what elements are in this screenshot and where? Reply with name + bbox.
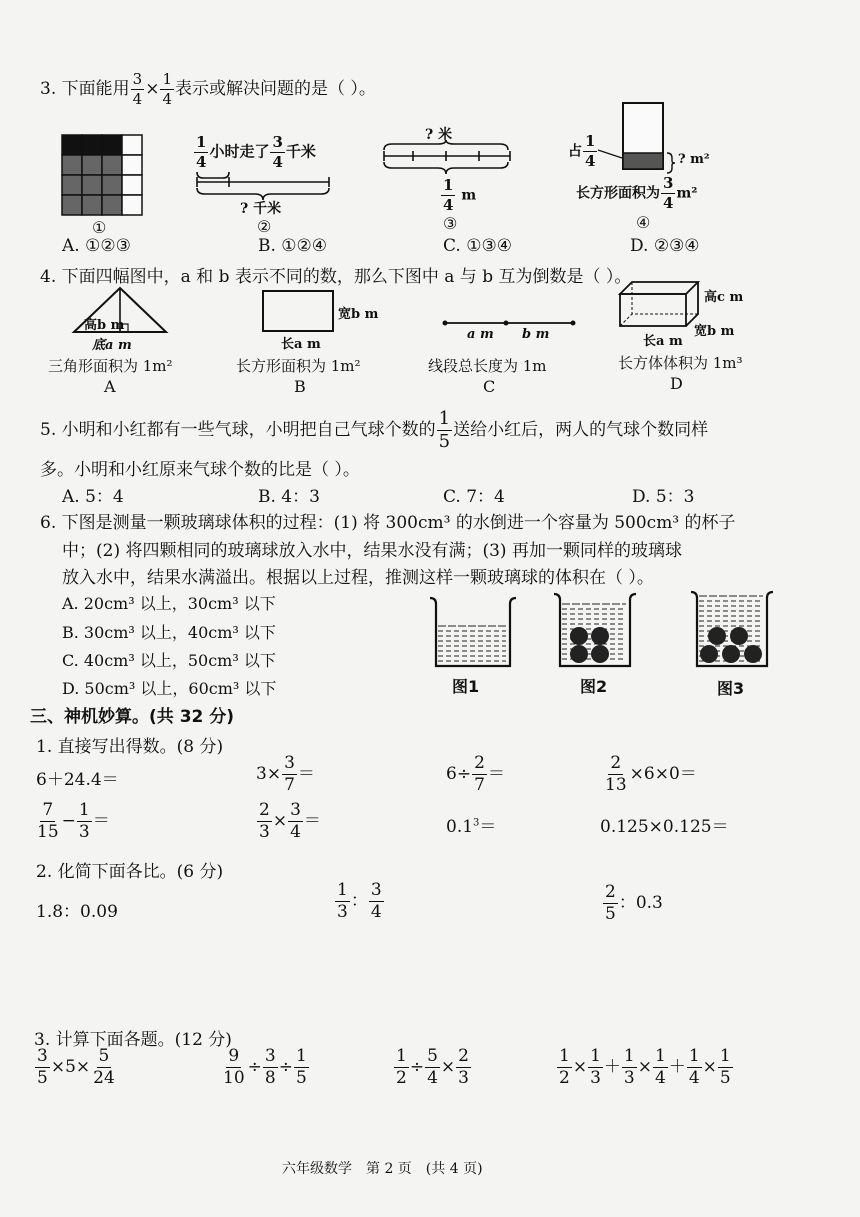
q3-option-a[interactable]: A. ①②③ [62,236,131,256]
q4-fig-d-box [616,280,702,330]
q6-beaker-2 [552,592,638,672]
q6-fig2-label: 图2 [580,677,608,696]
q6-option-b[interactable]: B. 30cm³ 以上，40cm³ 以下 [62,623,276,642]
p2-c: $\frac{2}{5}$ ：0.3 [605,882,663,924]
q3-fig3-label: ③ [443,214,458,233]
page-footer: 六年级数学 第 2 页 (共 4 页) [282,1161,483,1177]
grid-cell [62,175,82,195]
p1-r1c1: 6＋24.4＝ [36,770,119,790]
q4-fig-a-base: 底a m [92,338,132,353]
q3-fig1-label: ① [92,218,107,237]
grid-cell [62,155,82,175]
q5-line1: 5. 小明和小红都有一些气球，小明把自己气球个数的 $\frac{1}{5}$ 送给小红后，两人的气球个数同样 [40,408,709,452]
p3-a: $\frac{3}{5}$ ×5× $\frac{5}{24}$ [37,1046,115,1088]
p1-r2c1: $\frac{7}{15}$ − $\frac{1}{3}$ ＝ [37,800,110,842]
q4-fig-b-length: 长a m [281,337,321,352]
q4-fig-b-width: 宽b m [338,307,379,322]
q4-caption-c: 线段总长度为 1m [428,357,547,375]
q6-line1: 6. 下图是测量一颗玻璃球体积的过程：(1) 将 300cm³ 的水倒进一个容量为 500cm³ 的杯子 [40,513,736,533]
q5-option-d[interactable]: D. 5：3 [632,487,695,507]
q3-option-c[interactable]: C. ①③④ [443,236,512,256]
q5-line2: 多。小明和小红原来气球个数的比是（ ）。 [40,460,360,480]
p2-b: $\frac{1}{3}$ ： $\frac{3}{4}$ [337,880,382,922]
q4-fig-c-segment [442,318,578,328]
q4-fig-d-height: 高c m [704,290,744,305]
grid-cell [102,135,122,155]
q4-fig-c-a: a m [467,327,494,342]
q4-option-d[interactable]: D [670,374,683,393]
q6-beaker-3 [689,590,775,672]
p1-r1c3: 6÷ $\frac{2}{7}$ ＝ [446,753,505,795]
grid-cell [122,155,142,175]
grid-cell [122,135,142,155]
grid-cell [102,195,122,215]
part3-title: 3. 计算下面各题。(12 分) [34,1030,232,1050]
q4-fig-d-width: 宽b m [694,324,735,339]
q4-fig-d-length: 长a m [643,334,683,349]
section-3-title: 三、神机妙算。(共 32 分) [30,707,235,727]
p1-r2c3: $0.1^3=$ [446,817,497,837]
q4-fig-c-b: b m [522,327,550,342]
q4-option-a[interactable]: A [104,377,116,396]
q6-option-a[interactable]: A. 20cm³ 以上，30cm³ 以下 [62,594,276,613]
q4-option-c[interactable]: C [483,377,496,396]
q3-fig1-grid [60,133,144,217]
q3-fig2-top: $\frac{1}{4}$ 小时走了 $\frac{3}{4}$ 千米 [196,133,316,171]
p1-r2c4: 0.125×0.125＝ [600,817,729,837]
q6-beaker-1 [428,596,518,672]
p3-b: $\frac{9}{10}$ ÷ $\frac{3}{8}$ ÷ $\frac{1}{5}$ [223,1046,307,1088]
q3-fig4-arrow [598,148,624,160]
q3-option-b[interactable]: B. ①②④ [258,236,328,256]
q6-option-c[interactable]: C. 40cm³ 以上，50cm³ 以下 [62,651,276,670]
p3-d: $\frac{1}{2}$ × $\frac{1}{3}$ ＋ $\frac{1}{3}$ × $\frac{1}{4}$ ＋ $\frac{1}{4}$ × $\frac{1}{5}$ [559,1046,731,1088]
grid-cell [82,195,102,215]
grid-cell [102,175,122,195]
q5-option-a[interactable]: A. 5：4 [62,487,124,507]
q6-option-d[interactable]: D. 50cm³ 以上，60cm³ 以下 [62,679,277,698]
q6-line3: 放入水中，结果水满溢出。根据以上过程，推测这样一颗玻璃球的体积在（ ）。 [62,568,654,588]
q3-fig3-diagram [380,140,516,176]
grid-cell [82,155,102,175]
q4-fig-a-height: 高b m [84,318,125,333]
q6-fig3-label: 图3 [717,679,745,698]
p1-r1c4: $\frac{2}{13}$ ×6×0＝ [605,753,697,795]
q4-caption-b: 长方形面积为 1m² [236,357,361,375]
part2-title: 2. 化简下面各比。(6 分) [36,862,224,882]
q4-fig-b-rect [262,290,334,332]
q3-fig2-label: ② [257,217,272,236]
p2-a: 1.8：0.09 [36,902,118,922]
grid-cell [122,175,142,195]
q3-option-d[interactable]: D. ②③④ [630,236,700,256]
p3-c: $\frac{1}{2}$ ÷ $\frac{5}{4}$ × $\frac{2}{3}$ [396,1046,469,1088]
q4-caption-d: 长方体体积为 1m³ [618,354,743,372]
grid-cell [82,175,102,195]
p1-r1c2: 3× $\frac{3}{7}$ ＝ [256,753,315,795]
q3-fig3-bottom: $\frac{1}{4}$ m [443,176,477,214]
grid-cell [62,135,82,155]
grid-cell [82,135,102,155]
q6-line2: 中；(2) 将四颗相同的玻璃球放入水中，结果水没有满；(3) 再加一颗同样的玻璃球 [62,541,682,561]
grid-cell [122,195,142,215]
q3-fig4-rect [622,102,664,172]
q4-caption-a: 三角形面积为 1m² [48,357,173,375]
q3-fig4-left: 占 $\frac{1}{4}$ [568,132,596,170]
q3-fig4-label: ④ [636,213,651,232]
q6-fig1-label: 图1 [452,677,480,696]
q5-option-b[interactable]: B. 4：3 [258,487,320,507]
part1-title: 1. 直接写出得数。(8 分) [36,737,224,757]
q4-stem: 4. 下面四幅图中，a 和 b 表示不同的数，那么下图中 a 与 b 互为倒数是（ ）。 [40,267,632,287]
q3-fig4-brace [665,152,677,174]
q4-option-b[interactable]: B [294,377,306,396]
grid-cell [62,195,82,215]
q3-fig2-bottom: ? 千米 [240,201,282,217]
q5-option-c[interactable]: C. 7：4 [443,487,505,507]
p1-r2c2: $\frac{2}{3}$ × $\frac{3}{4}$ ＝ [259,800,321,842]
q3-fig4-right: ? m² [678,152,710,167]
q3-fig3-top: ? 米 [425,127,453,143]
grid-cell [102,155,122,175]
q3-stem: 3. 下面能用 $\frac{3}{4}$ × $\frac{1}{4}$ 表示或解决问题的是（ ）。 [40,70,376,108]
q3-fig4-bottom: 长方形面积为 $\frac{3}{4}$ m² [576,174,698,212]
